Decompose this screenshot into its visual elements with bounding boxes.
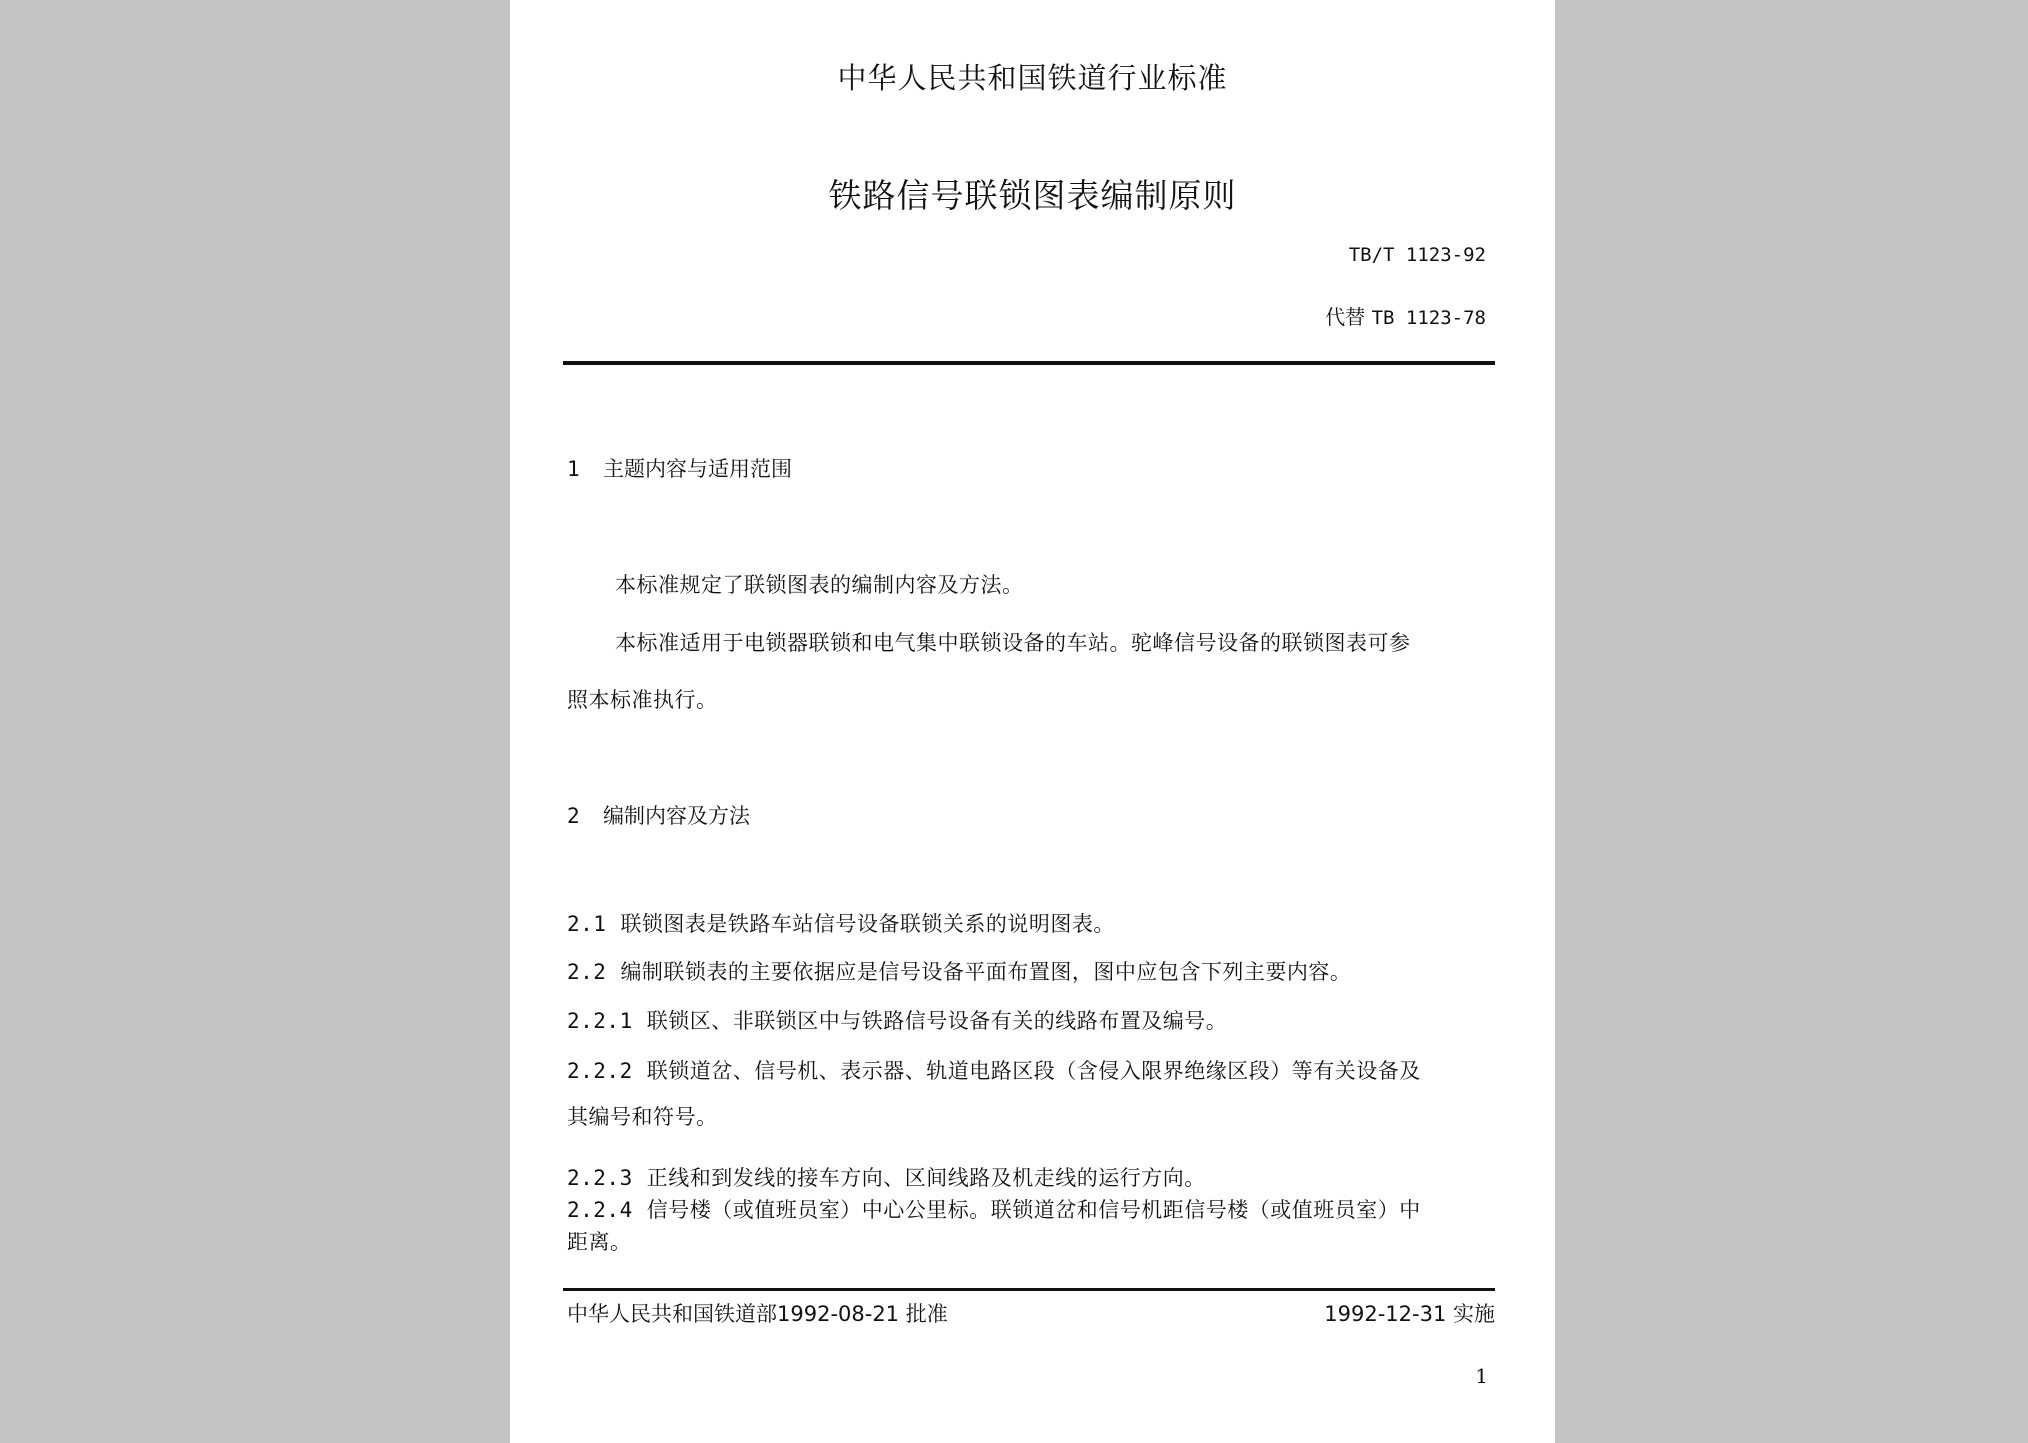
clause-2-2-4 <box>567 1194 1421 1224</box>
clause-2-2 <box>567 956 1351 986</box>
clause-text: 联锁图表是铁路车站信号设备联锁关系的说明图表。 <box>620 912 1115 936</box>
document-title: 铁路信号联锁图表编制原则 <box>828 176 1237 215</box>
paragraph: 本标准规定了联锁图表的编制内容及方法。 <box>615 573 1024 597</box>
section-2-heading <box>567 800 750 830</box>
approval-date: 1992-08-21 <box>777 1302 900 1326</box>
clause-text: 正线和到发线的接车方向、区间线路及机走线的运行方向。 <box>646 1166 1206 1190</box>
clause-number: 2.1 <box>567 912 607 936</box>
section-1-heading <box>567 453 792 483</box>
clause-number: 2.2.2 <box>567 1059 633 1083</box>
footer-divider <box>563 1288 1495 1291</box>
document-page <box>510 0 1555 1443</box>
clause-number: 2.2.3 <box>567 1166 633 1190</box>
section-number: 2 <box>567 804 580 828</box>
clause-2-2-4-continuation: 距离。 <box>567 1230 632 1254</box>
clause-text: 编制联锁表的主要依据应是信号设备平面布置图，图中应包含下列主要内容。 <box>620 960 1352 984</box>
standard-code: TB/T 1123-92 <box>1348 244 1486 266</box>
section-title: 编制内容及方法 <box>603 804 750 828</box>
clause-number: 2.2.1 <box>567 1009 633 1033</box>
section-title: 主题内容与适用范围 <box>603 457 792 481</box>
paragraph: 本标准适用于电锁器联锁和电气集中联锁设备的车站。驼峰信号设备的联锁图表可参 <box>615 631 1411 655</box>
paragraph-continuation: 照本标准执行。 <box>567 688 718 712</box>
page-number: 1 <box>1475 1364 1488 1388</box>
issuing-organization: 中华人民共和国铁道行业标准 <box>837 61 1228 95</box>
effective-label: 实施 <box>1453 1302 1495 1326</box>
approval-line <box>567 1298 948 1328</box>
effective-line <box>1324 1298 1495 1328</box>
clause-2-2-2-continuation: 其编号和符号。 <box>567 1105 718 1129</box>
clause-number: 2.2.4 <box>567 1198 633 1222</box>
clause-2-2-3 <box>567 1162 1206 1192</box>
section-number: 1 <box>567 457 580 481</box>
clause-text: 联锁道岔、信号机、表示器、轨道电路区段（含侵入限界绝缘区段）等有关设备及 <box>646 1059 1421 1083</box>
approving-authority: 中华人民共和国铁道部 <box>567 1302 777 1326</box>
clause-text: 联锁区、非联锁区中与铁路信号设备有关的线路布置及编号。 <box>646 1009 1228 1033</box>
replaces-label: 代替 <box>1325 305 1366 329</box>
header-divider <box>563 361 1495 365</box>
clause-number: 2.2 <box>567 960 607 984</box>
replaces-line <box>1325 301 1486 330</box>
clause-text: 信号楼（或值班员室）中心公里标。联锁道岔和信号机距信号楼（或值班员室）中 <box>646 1198 1421 1222</box>
replaces-code: TB 1123-78 <box>1371 307 1486 329</box>
clause-2-2-2 <box>567 1055 1421 1085</box>
effective-date: 1992-12-31 <box>1324 1302 1447 1326</box>
clause-2-2-1 <box>567 1005 1227 1035</box>
approval-label: 批准 <box>905 1302 948 1326</box>
clause-2-1 <box>567 908 1115 938</box>
